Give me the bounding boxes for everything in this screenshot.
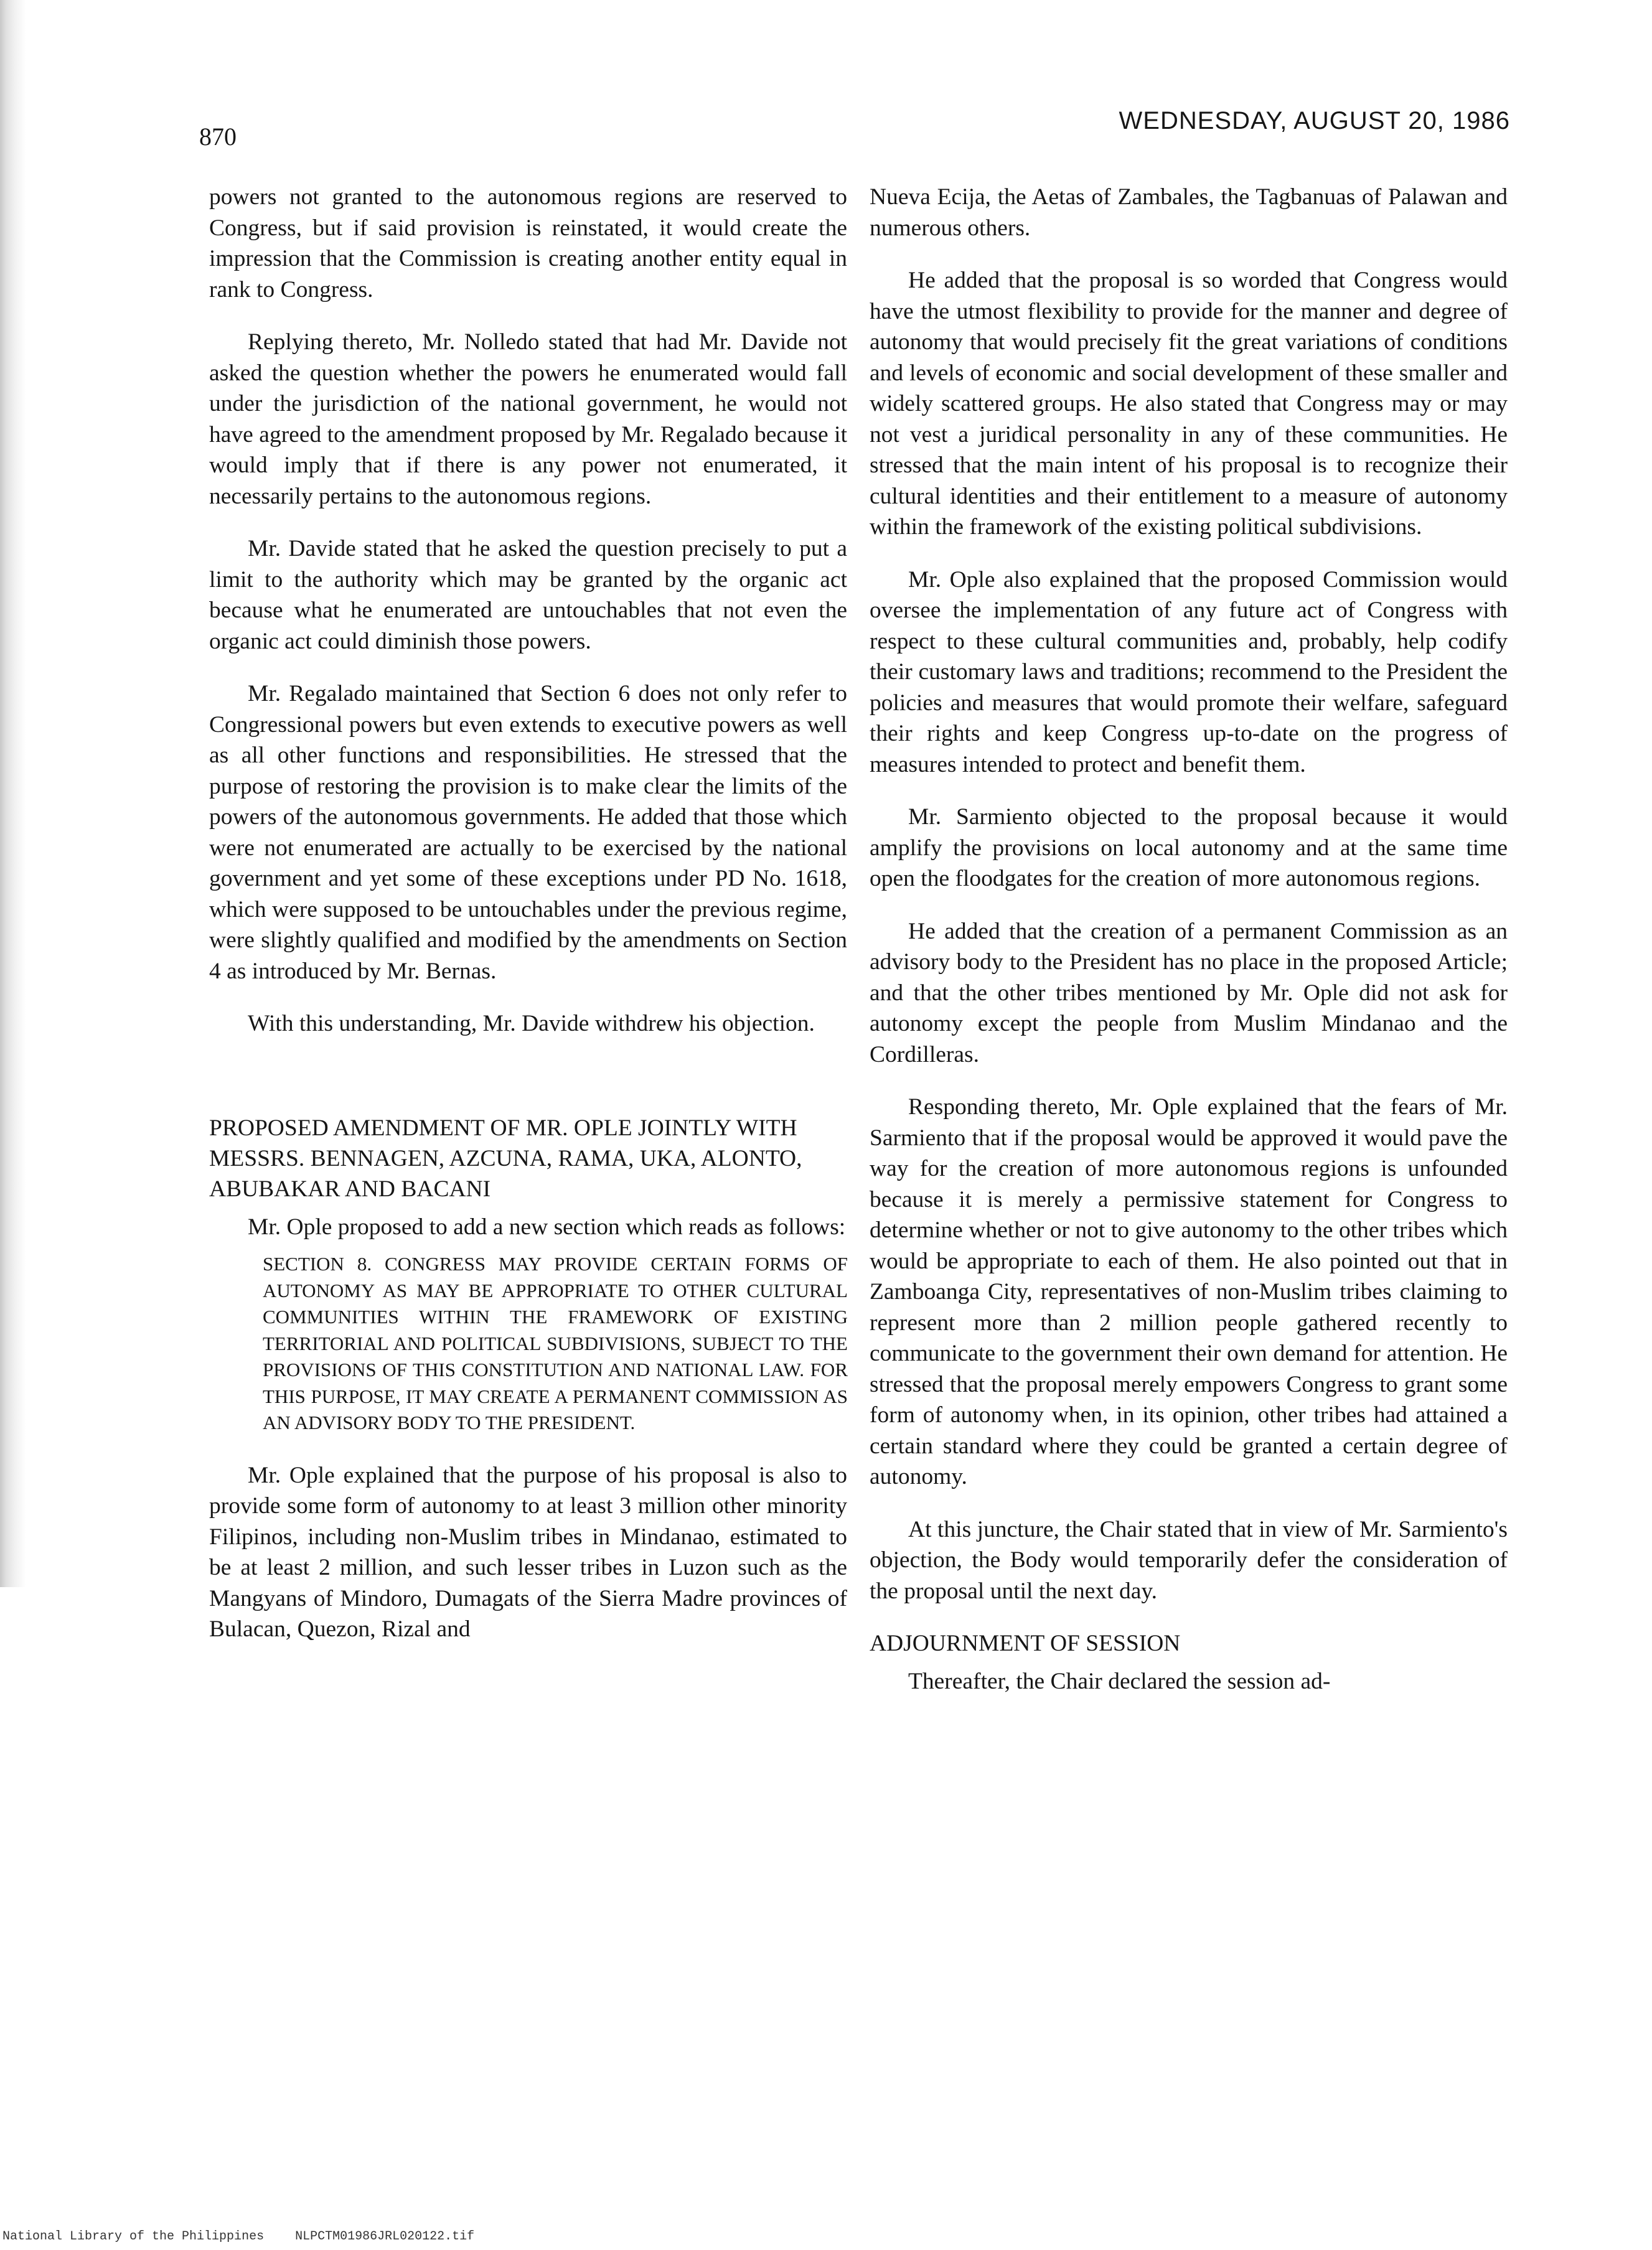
quoted-section: SECTION 8. CONGRESS MAY PROVIDE CERTAIN FORMS OF AUTONOMY AS MAY BE APPROPRIATE TO OTHER CULTURAL COMMUNITIES WITHIN THE FRAMEWORK OF EXISTING TERRITORIAL AND POLITICAL SUBDIVISIONS, SUBJECT TO THE PROVISIONS OF THIS CONSTITUTION AND NATIONAL LAW. FOR THIS PURPOSE, IT MAY CREATE A PERMANENT COMMISSION AS AN ADVISORY BODY TO THE PRESIDENT. [263,1253,848,1433]
paragraph: Replying thereto, Mr. Nolledo stated that had Mr. Davide not asked the question whether the powers he enumerated would fall under the jurisdiction of the national government, he would not have agreed to the amendment proposed by Mr. Regalado because it would imply that if there is any power not enumerated, it necessarily pertains to the autonomous regions. [209,329,847,509]
left-column [209,182,847,1645]
paragraph: Mr. Ople proposed to add a new section which reads as follows: [248,1214,846,1240]
paragraph: Responding thereto, Mr. Ople explained that the fears of Mr. Sarmiento that if the proposal would be approved it would pave the way for the creation of more autonomous regions is unfounded because it is merely a permissive statement for Congress to determine whether or not to give autonomy to the other tribes which would be appropriate to each of them. He also pointed out that in Zamboanga City, representatives of non-Muslim tribes claiming to represent more than 2 million people gathered recently to communicate to the government their own demand for attention. He stressed that the proposal merely empowers Congress to grant some form of autonomy when, in its opinion, other tribes had attained a certain standard where they could be granted a certain degree of autonomy. [870,1094,1508,1489]
paragraph: Mr. Regalado maintained that Section 6 does not only refer to Congressional powers but even extends to executive powers as well as all other functions and responsibilities. He stressed that the purpose of restoring the provision is to make clear the limits of the powers of the autonomous governments. He added that those which were not enumerated are actually to be exercised by the national government and yet some of these exceptions under PD No. 1618, which were supposed to be untouchables under the previous regime, were slightly qualified and modified by the amendments on Section 4 as introduced by Mr. Bernas. [209,681,847,984]
paragraph: Thereafter, the Chair declared the session ad- [908,1669,1331,1694]
right-column [870,182,1508,1697]
paragraph: Nueva Ecija, the Aetas of Zambales, the Tagbanuas of Palawan and numerous others. [870,184,1508,241]
paragraph: He added that the proposal is so worded that Congress would have the utmost flexibility to provide for the manner and degree of autonomy that would precisely fit the great variations of conditions and levels of economic and social development of these smaller and widely scattered groups. He also stated that Congress may or may not vest a juridical personality in any of these communities. He stressed that the main intent of his proposal is to recognize their cultural identities and their entitlement to a measure of autonomy within the framework of the existing political subdivisions. [870,268,1508,540]
scan-footer [2,2229,498,2244]
section-heading: PROPOSED AMENDMENT OF MR. OPLE JOINTLY WITH MESSRS. BENNAGEN, AZCUNA, RAMA, UKA, ALONTO, ABUBAKAR AND BACANI [209,1115,802,1202]
paragraph: He added that the creation of a permanent Commission as an advisory body to the President has no place in the proposed Article; and that the other tribes mentioned by Mr. Ople did not ask for autonomy except the people from Muslim Mindanao and the Cordilleras. [870,918,1508,1067]
paragraph: Mr. Ople explained that the purpose of his proposal is also to provide some form of autonomy to at least 3 million other minority Filipinos, including non-Muslim tribes in Mindanao, estimated to be at least 2 million, and such lesser tribes in Luzon such as the Mangyans of Mindoro, Dumagats of the Sierra Madre provinces of Bulacan, Quezon, Rizal and [209,1462,847,1642]
scan-edge-shadow [0,0,26,1587]
paragraph: Mr. Ople also explained that the proposed Commission would oversee the implementation of any future act of Congress with respect to these cultural communities and, probably, help codify their customary laws and traditions; recommend to the President the policies and measures that would promote their welfare, safeguard their rights and keep Congress up-to-date on the progress of measures intended to protect and benefit them. [870,566,1508,777]
footer-library: National Library of the Philippines [2,2229,265,2244]
section-heading: ADJOURNMENT OF SESSION [870,1631,1181,1656]
paragraph: Mr. Sarmiento objected to the proposal because it would amplify the provisions on local autonomy and at the same time open the floodgates for the creation of more autonomous regions. [870,804,1508,891]
running-head-date: WEDNESDAY, AUGUST 20, 1986 [1119,107,1510,134]
paragraph: At this juncture, the Chair stated that in view of Mr. Sarmiento's objection, the Body would temporarily defer the consideration of the proposal until the next day. [870,1516,1508,1604]
paragraph: With this understanding, Mr. Davide withdrew his objection. [248,1011,815,1036]
paragraph: Mr. Davide stated that he asked the question precisely to put a limit to the authority which may be granted by the organic act because what he enumerated are untouchables that not even the organic act could diminish those powers. [209,536,847,654]
footer-filename: NLPCTM01986JRL020122.tif [295,2229,475,2244]
paragraph: powers not granted to the autonomous regions are reserved to Congress, but if said provision is reinstated, it would create the impression that the Commission is creating another entity equal in rank to Congress. [209,184,847,302]
page-number: 870 [199,123,237,151]
